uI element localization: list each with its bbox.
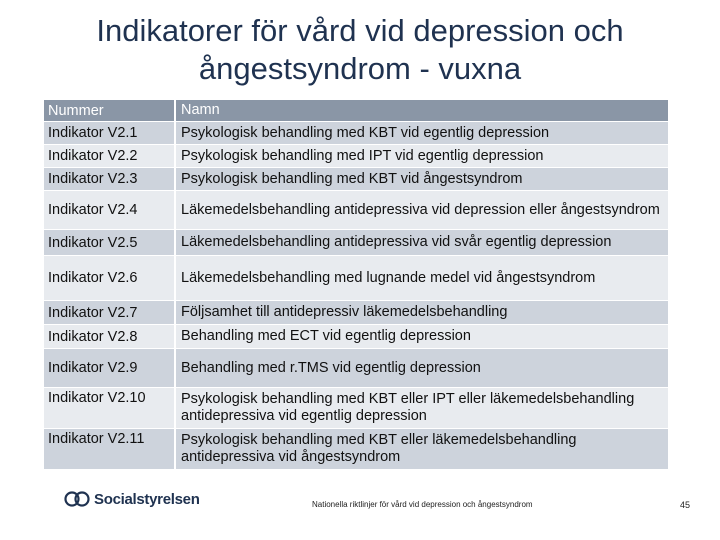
indicator-number: Indikator V2.8 [44, 325, 174, 348]
indicator-number: Indikator V2.5 [44, 230, 174, 255]
indicator-name: Psykologisk behandling med KBT eller läkemedelsbehandling antidepressiva vid ångestsyndrom [176, 429, 668, 469]
table-row [44, 349, 668, 387]
indicator-name: Läkemedelsbehandling antidepressiva vid svår egentlig depression [176, 230, 668, 255]
indicator-number: Indikator V2.10 [44, 388, 174, 428]
indicator-number: Indikator V2.4 [44, 191, 174, 229]
page-number: 45 [680, 500, 691, 510]
indicator-number: Indikator V2.11 [44, 429, 174, 469]
table-row [44, 256, 668, 300]
header-nummer: Nummer [44, 100, 174, 121]
table-row [44, 122, 668, 144]
indicator-name: Följsamhet till antidepressiv läkemedelsbehandling [176, 301, 668, 324]
slide-title: Indikatorer för vård vid depression och ångestsyndrom - vuxna [96, 13, 624, 86]
table-row [44, 168, 668, 190]
indicator-name: Läkemedelsbehandling antidepressiva vid depression eller ångestsyndrom [176, 191, 668, 229]
logo-wordmark: Socialstyrelsen [94, 490, 200, 508]
indicator-name: Psykologisk behandling med KBT vid ångestsyndrom [176, 168, 668, 190]
header-namn: Namn [176, 100, 668, 121]
table-row [44, 301, 668, 324]
indicator-number: Indikator V2.7 [44, 301, 174, 324]
table-row [44, 191, 668, 229]
indicator-number: Indikator V2.6 [44, 256, 174, 300]
table-row [44, 230, 668, 255]
table-row [44, 325, 668, 348]
indicator-number: Indikator V2.1 [44, 122, 174, 144]
indicator-name: Läkemedelsbehandling med lugnande medel vid ångestsyndrom [176, 256, 668, 300]
socialstyrelsen-logo [64, 488, 200, 510]
table-row [44, 388, 668, 428]
table-row [44, 145, 668, 167]
indicator-number: Indikator V2.3 [44, 168, 174, 190]
indicator-name: Psykologisk behandling med KBT eller IPT eller läkemedelsbehandling antidepressiva vid egentlig depression [176, 388, 668, 428]
indicator-number: Indikator V2.2 [44, 145, 174, 167]
table-row [44, 429, 668, 469]
footer-caption: Nationella riktlinjer för vård vid depression och ångestsyndrom [312, 500, 533, 509]
indicator-name: Psykologisk behandling med IPT vid egentlig depression [176, 145, 668, 167]
table-header-row [44, 100, 668, 121]
indicator-name: Behandling med r.TMS vid egentlig depression [176, 349, 668, 387]
socialstyrelsen-emblem-icon [64, 488, 90, 510]
indicator-name: Psykologisk behandling med KBT vid egentlig depression [176, 122, 668, 144]
indicator-number: Indikator V2.9 [44, 349, 174, 387]
indicator-table [44, 100, 668, 470]
indicator-name: Behandling med ECT vid egentlig depression [176, 325, 668, 348]
